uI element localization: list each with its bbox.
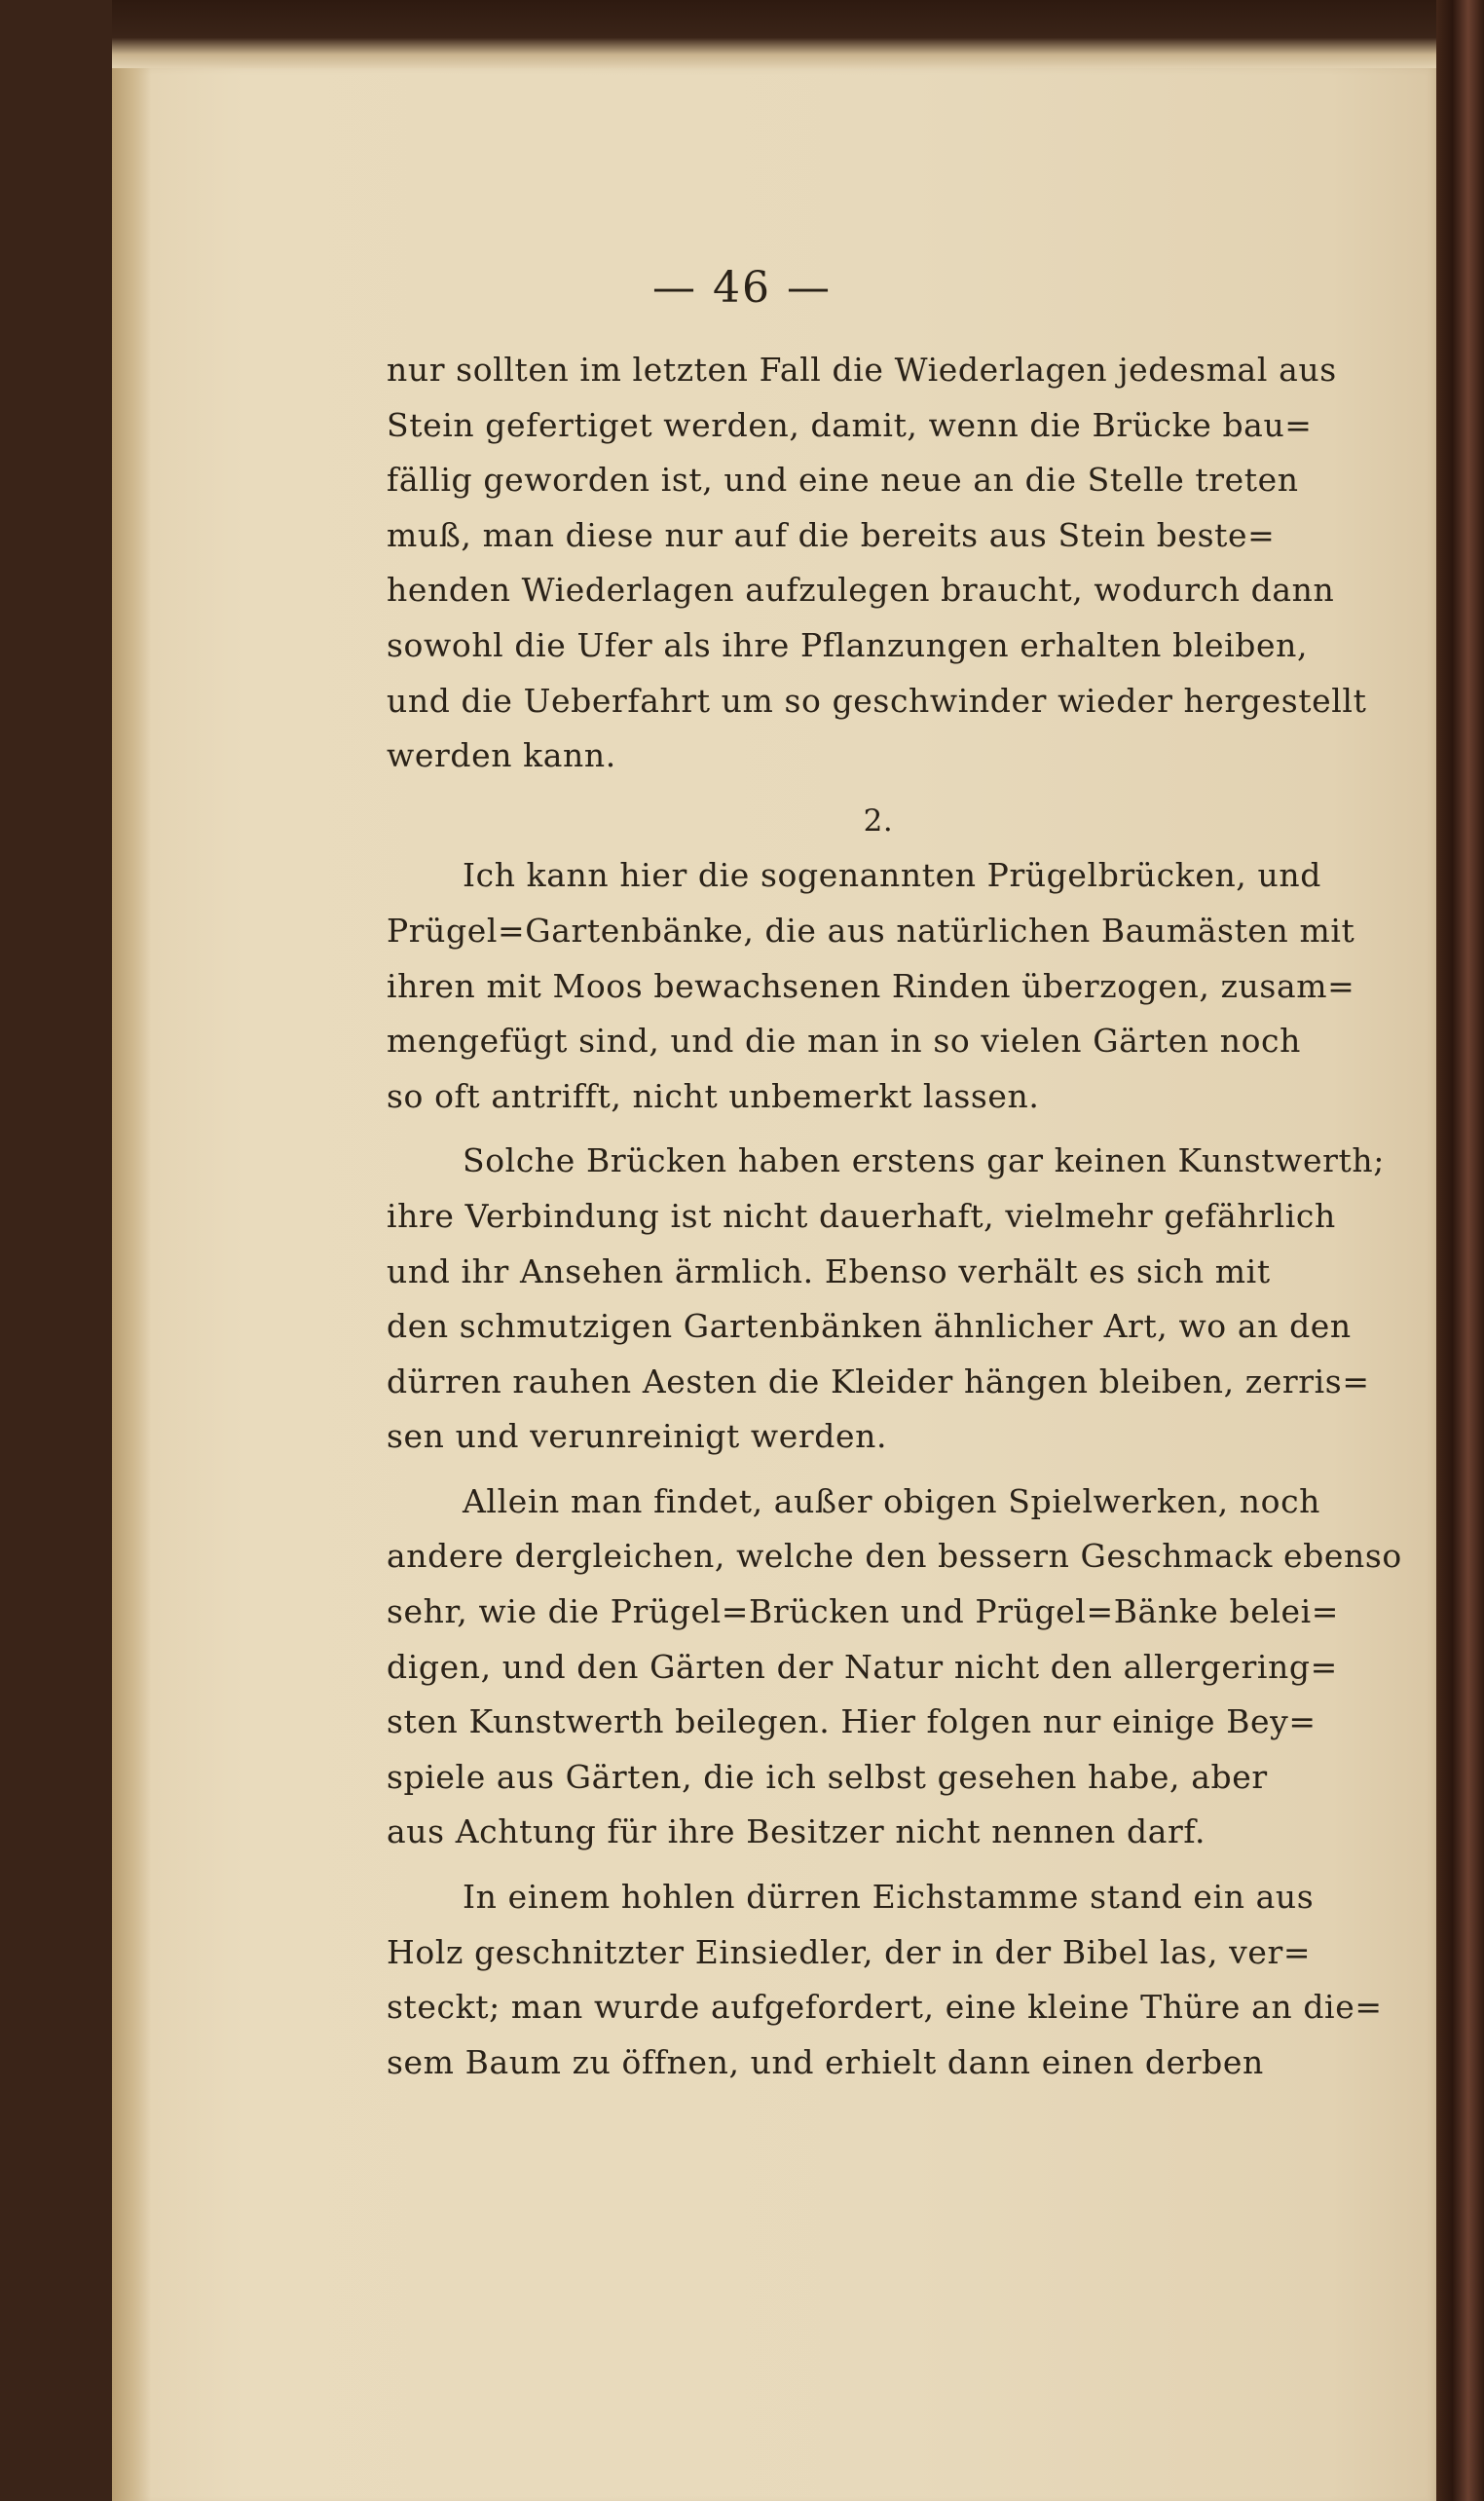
text-line: Holz geschnitzter Einsiedler, der in der Bibel las, ver=	[387, 1932, 1312, 1971]
text-line: andere dergleichen, welche den bessern Geschmack ebenso	[387, 1537, 1402, 1576]
text-line: sehr, wie die Prügel=Brücken und Prügel=Bänke belei=	[387, 1592, 1340, 1631]
page-binding	[112, 58, 151, 2501]
text-line: Ich kann hier die sogenannten Prügelbrücken, und	[463, 856, 1321, 895]
paragraph-gap	[387, 784, 1370, 794]
text-line: ihre Verbindung ist nicht dauerhaft, vielmehr gefährlich	[387, 1196, 1336, 1235]
text-line: spiele aus Gärten, die ich selbst gesehen habe, aber	[387, 1757, 1268, 1796]
body-text	[387, 343, 1402, 2090]
text-line: den schmutzigen Gartenbänken ähnlicher Art, wo an den	[387, 1307, 1352, 1346]
paragraph-5	[387, 1870, 1383, 2090]
text-line: mengefügt sind, und die man in so vielen Gärten noch	[387, 1022, 1301, 1061]
paragraph-4	[387, 1474, 1402, 1860]
text-line: steckt; man wurde aufgefordert, eine kleine Thüre an die=	[387, 1988, 1383, 2027]
background-edge	[1431, 0, 1484, 2501]
text-line: sem Baum zu öffnen, und erhielt dann einen derben	[387, 2042, 1264, 2081]
text-line: aus Achtung für ihre Besitzer nicht nennen darf.	[387, 1812, 1206, 1851]
text-line: werden kann.	[387, 736, 616, 775]
section-number: 2.	[863, 803, 894, 839]
text-line: henden Wiederlagen aufzulegen braucht, wodurch dann	[387, 571, 1335, 610]
paragraph-2	[387, 848, 1370, 1124]
text-line: digen, und den Gärten der Natur nicht den allergering=	[387, 1647, 1338, 1686]
page-number: — 46 —	[652, 263, 832, 313]
text-line: und die Ueberfahrt um so geschwinder wieder hergestellt	[387, 681, 1367, 720]
text-line: muß, man diese nur auf die bereits aus Stein beste=	[387, 515, 1276, 554]
text-line: fällig geworden ist, und eine neue an die Stelle treten	[387, 461, 1299, 500]
paragraph-gap	[387, 1465, 1370, 1474]
text-line: nur sollten im letzten Fall die Wiederlagen jedesmal aus	[387, 351, 1337, 389]
text-line: Prügel=Gartenbänke, die aus natürlichen Baumästen mit	[387, 911, 1355, 950]
paragraph-gap	[387, 1860, 1370, 1870]
text-line: dürren rauhen Aesten die Kleider hängen bleiben, zerris=	[387, 1362, 1370, 1400]
text-line: so oft antrifft, nicht unbemerkt lassen.	[387, 1076, 1040, 1115]
text-line: Allein man findet, außer obigen Spielwerken, noch	[463, 1481, 1321, 1520]
text-line: In einem hohlen dürren Eichstamme stand ein aus	[463, 1878, 1315, 1917]
paragraph-1	[387, 343, 1370, 784]
text-line: Stein gefertiget werden, damit, wenn die Brücke bau=	[387, 405, 1313, 444]
text-line: sen und verunreinigt werden.	[387, 1417, 888, 1456]
paragraph-gap	[387, 1124, 1370, 1134]
text-line: ihren mit Moos bewachsenen Rinden überzogen, zusam=	[387, 966, 1355, 1005]
paragraph-3	[387, 1134, 1385, 1465]
text-line: Solche Brücken haben erstens gar keinen Kunstwerth;	[463, 1141, 1385, 1180]
text-line: sten Kunstwerth beilegen. Hier folgen nur einige Bey=	[387, 1702, 1317, 1741]
text-line: sowohl die Ufer als ihre Pflanzungen erhalten bleiben,	[387, 625, 1309, 664]
page-top-edge	[112, 0, 1436, 68]
text-line: und ihr Ansehen ärmlich. Ebenso verhält es sich mit	[387, 1251, 1271, 1290]
